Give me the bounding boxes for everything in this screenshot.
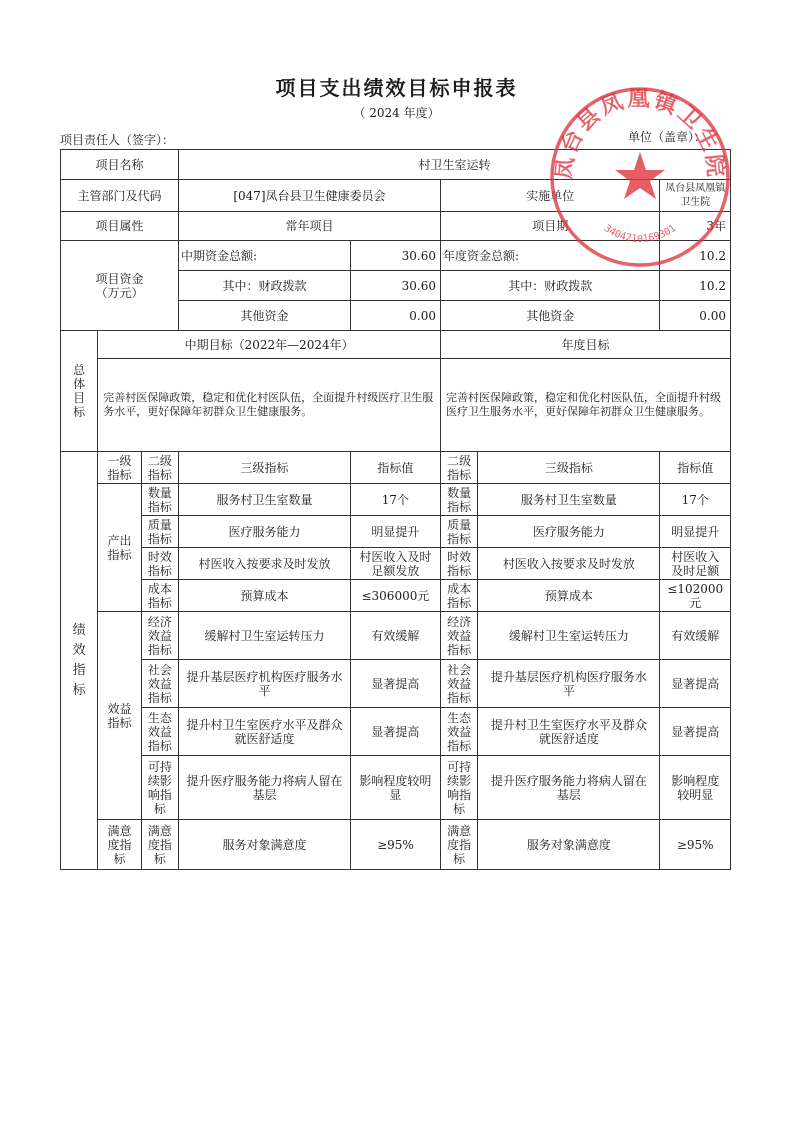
- mid-total-label: 中期资金总额:: [179, 241, 351, 271]
- performance-table: [60, 149, 731, 870]
- period-value: 3年: [660, 212, 731, 241]
- row-value-annual: 影响程度 较明显: [660, 756, 731, 820]
- mid-fiscal-label: 其中：财政拨款: [179, 271, 351, 301]
- row-l2-annual: 时效 指标: [440, 548, 477, 580]
- row-l3-annual: 服务对象满意度: [478, 820, 660, 870]
- mid-total-value: 30.60: [350, 241, 440, 271]
- unit-label: 单位（盖章）：: [628, 130, 707, 144]
- row-value-annual: 17个: [660, 484, 731, 516]
- indicators-label: 绩 效 指 标: [61, 452, 98, 870]
- header-level1: 一级 指标: [98, 452, 141, 484]
- mid-other-value: 0.00: [350, 301, 440, 331]
- row-value: 有效缓解: [350, 612, 440, 660]
- period-label: 项目期: [440, 212, 660, 241]
- annual-other-label: 其他资金: [440, 301, 660, 331]
- annual-goal-header: 年度目标: [440, 331, 730, 359]
- dept-value: [047]凤台县卫生健康委员会: [179, 180, 441, 212]
- row-l3: 预算成本: [179, 580, 351, 612]
- annual-total-value: 10.2: [660, 241, 731, 271]
- row-value-annual: 显著提高: [660, 660, 731, 708]
- group-output: 产出 指标: [98, 484, 141, 612]
- header-level3: 三级指标: [179, 452, 351, 484]
- impl-label: 实施单位: [440, 180, 660, 212]
- group-satisfaction: 满意 度指 标: [98, 820, 141, 870]
- row-l2-annual: 满意 度指 标: [440, 820, 477, 870]
- row-value: 影响程度较明 显: [350, 756, 440, 820]
- header-value-annual: 指标值: [660, 452, 731, 484]
- row-l2: 成本 指标: [141, 580, 178, 612]
- row-value-annual: ≥95%: [660, 820, 731, 870]
- row-l3: 提升村卫生室医疗水平及群众 就医舒适度: [179, 708, 351, 756]
- row-l3: 村医收入按要求及时发放: [179, 548, 351, 580]
- row-l3: 医疗服务能力: [179, 516, 351, 548]
- funds-label: 项目资金 （万元）: [61, 241, 179, 331]
- row-l3-annual: 医疗服务能力: [478, 516, 660, 548]
- seal-code: 3404210169301: [601, 222, 679, 245]
- row-value: 明显提升: [350, 516, 440, 548]
- row-value-annual: 有效缓解: [660, 612, 731, 660]
- row-l3-annual: 提升基层医疗机构医疗服务水 平: [478, 660, 660, 708]
- dept-label: 主管部门及代码: [61, 180, 179, 212]
- attr-value: 常年项目: [179, 212, 441, 241]
- annual-fiscal-value: 10.2: [660, 271, 731, 301]
- annual-fiscal-label: 其中：财政拨款: [440, 271, 660, 301]
- header-level2: 二级 指标: [141, 452, 178, 484]
- row-l3: 缓解村卫生室运转压力: [179, 612, 351, 660]
- row-value: 17个: [350, 484, 440, 516]
- row-value-annual: 显著提高: [660, 708, 731, 756]
- project-name-label: 项目名称: [61, 150, 179, 180]
- project-name-value: 村卫生室运转: [179, 150, 731, 180]
- impl-value: 凤台县凤凰镇卫生院: [660, 180, 731, 212]
- row-l3: 服务村卫生室数量: [179, 484, 351, 516]
- header-level2-annual: 二级 指标: [440, 452, 477, 484]
- row-value-annual: 明显提升: [660, 516, 731, 548]
- annual-total-label: 年度资金总额:: [440, 241, 660, 271]
- row-value-annual: 村医收入 及时足额: [660, 548, 731, 580]
- row-l3-annual: 提升村卫生室医疗水平及群众 就医舒适度: [478, 708, 660, 756]
- form-title: 项目支出绩效目标申报表: [275, 76, 518, 100]
- group-benefit: 效益 指标: [98, 612, 141, 820]
- row-l3: 提升医疗服务能力将病人留在 基层: [179, 756, 351, 820]
- mid-fiscal-value: 30.60: [350, 271, 440, 301]
- row-l2-annual: 可持 续影 响指 标: [440, 756, 477, 820]
- row-l2: 社会 效益 指标: [141, 660, 178, 708]
- row-l2: 生态 效益 指标: [141, 708, 178, 756]
- row-l2-annual: 经济 效益 指标: [440, 612, 477, 660]
- row-value: 显著提高: [350, 708, 440, 756]
- goals-label: 总 体 目 标: [61, 331, 98, 452]
- row-l2-annual: 成本 指标: [440, 580, 477, 612]
- row-l2-annual: 数量 指标: [440, 484, 477, 516]
- row-l3-annual: 缓解村卫生室运转压力: [478, 612, 660, 660]
- header-value: 指标值: [350, 452, 440, 484]
- mid-other-label: 其他资金: [179, 301, 351, 331]
- responsible-label: 项目责任人（签字）：: [60, 133, 175, 147]
- row-l2-annual: 质量 指标: [440, 516, 477, 548]
- row-l2: 经济 效益 指标: [141, 612, 178, 660]
- row-l2: 质量 指标: [141, 516, 178, 548]
- row-l2: 满意 度指 标: [141, 820, 178, 870]
- row-l2: 可持 续影 响指 标: [141, 756, 178, 820]
- row-l2: 数量 指标: [141, 484, 178, 516]
- attr-label: 项目属性: [61, 212, 179, 241]
- year-line: （ 2024 年度）: [353, 106, 440, 120]
- mid-goal-text: 完善村医保障政策，稳定和优化村医队伍，全面提升村级医疗卫生服务水平，更好保障年初群众卫生健康服务。: [98, 359, 441, 452]
- row-value: ≥95%: [350, 820, 440, 870]
- annual-other-value: 0.00: [660, 301, 731, 331]
- row-value: 显著提高: [350, 660, 440, 708]
- row-l3-annual: 服务村卫生室数量: [478, 484, 660, 516]
- row-l2: 时效 指标: [141, 548, 178, 580]
- row-l2-annual: 生态 效益 指标: [440, 708, 477, 756]
- annual-goal-text: 完善村医保障政策，稳定和优化村医队伍，全面提升村级医疗卫生服务水平，更好保障年初群众卫生健康服务。: [440, 359, 730, 452]
- row-value-annual: ≤102000 元: [660, 580, 731, 612]
- row-l3: 提升基层医疗机构医疗服务水 平: [179, 660, 351, 708]
- row-l3-annual: 村医收入按要求及时发放: [478, 548, 660, 580]
- mid-goal-header: 中期目标（2022年—2024年）: [98, 331, 441, 359]
- row-l3-annual: 提升医疗服务能力将病人留在 基层: [478, 756, 660, 820]
- header-level3-annual: 三级指标: [478, 452, 660, 484]
- row-value: ≤306000元: [350, 580, 440, 612]
- row-l2-annual: 社会 效益 指标: [440, 660, 477, 708]
- seal-text: 凤台县凤凰镇卫生院: [552, 87, 728, 181]
- row-l3-annual: 预算成本: [478, 580, 660, 612]
- row-value: 村医收入及时 足额发放: [350, 548, 440, 580]
- row-l3: 服务对象满意度: [179, 820, 351, 870]
